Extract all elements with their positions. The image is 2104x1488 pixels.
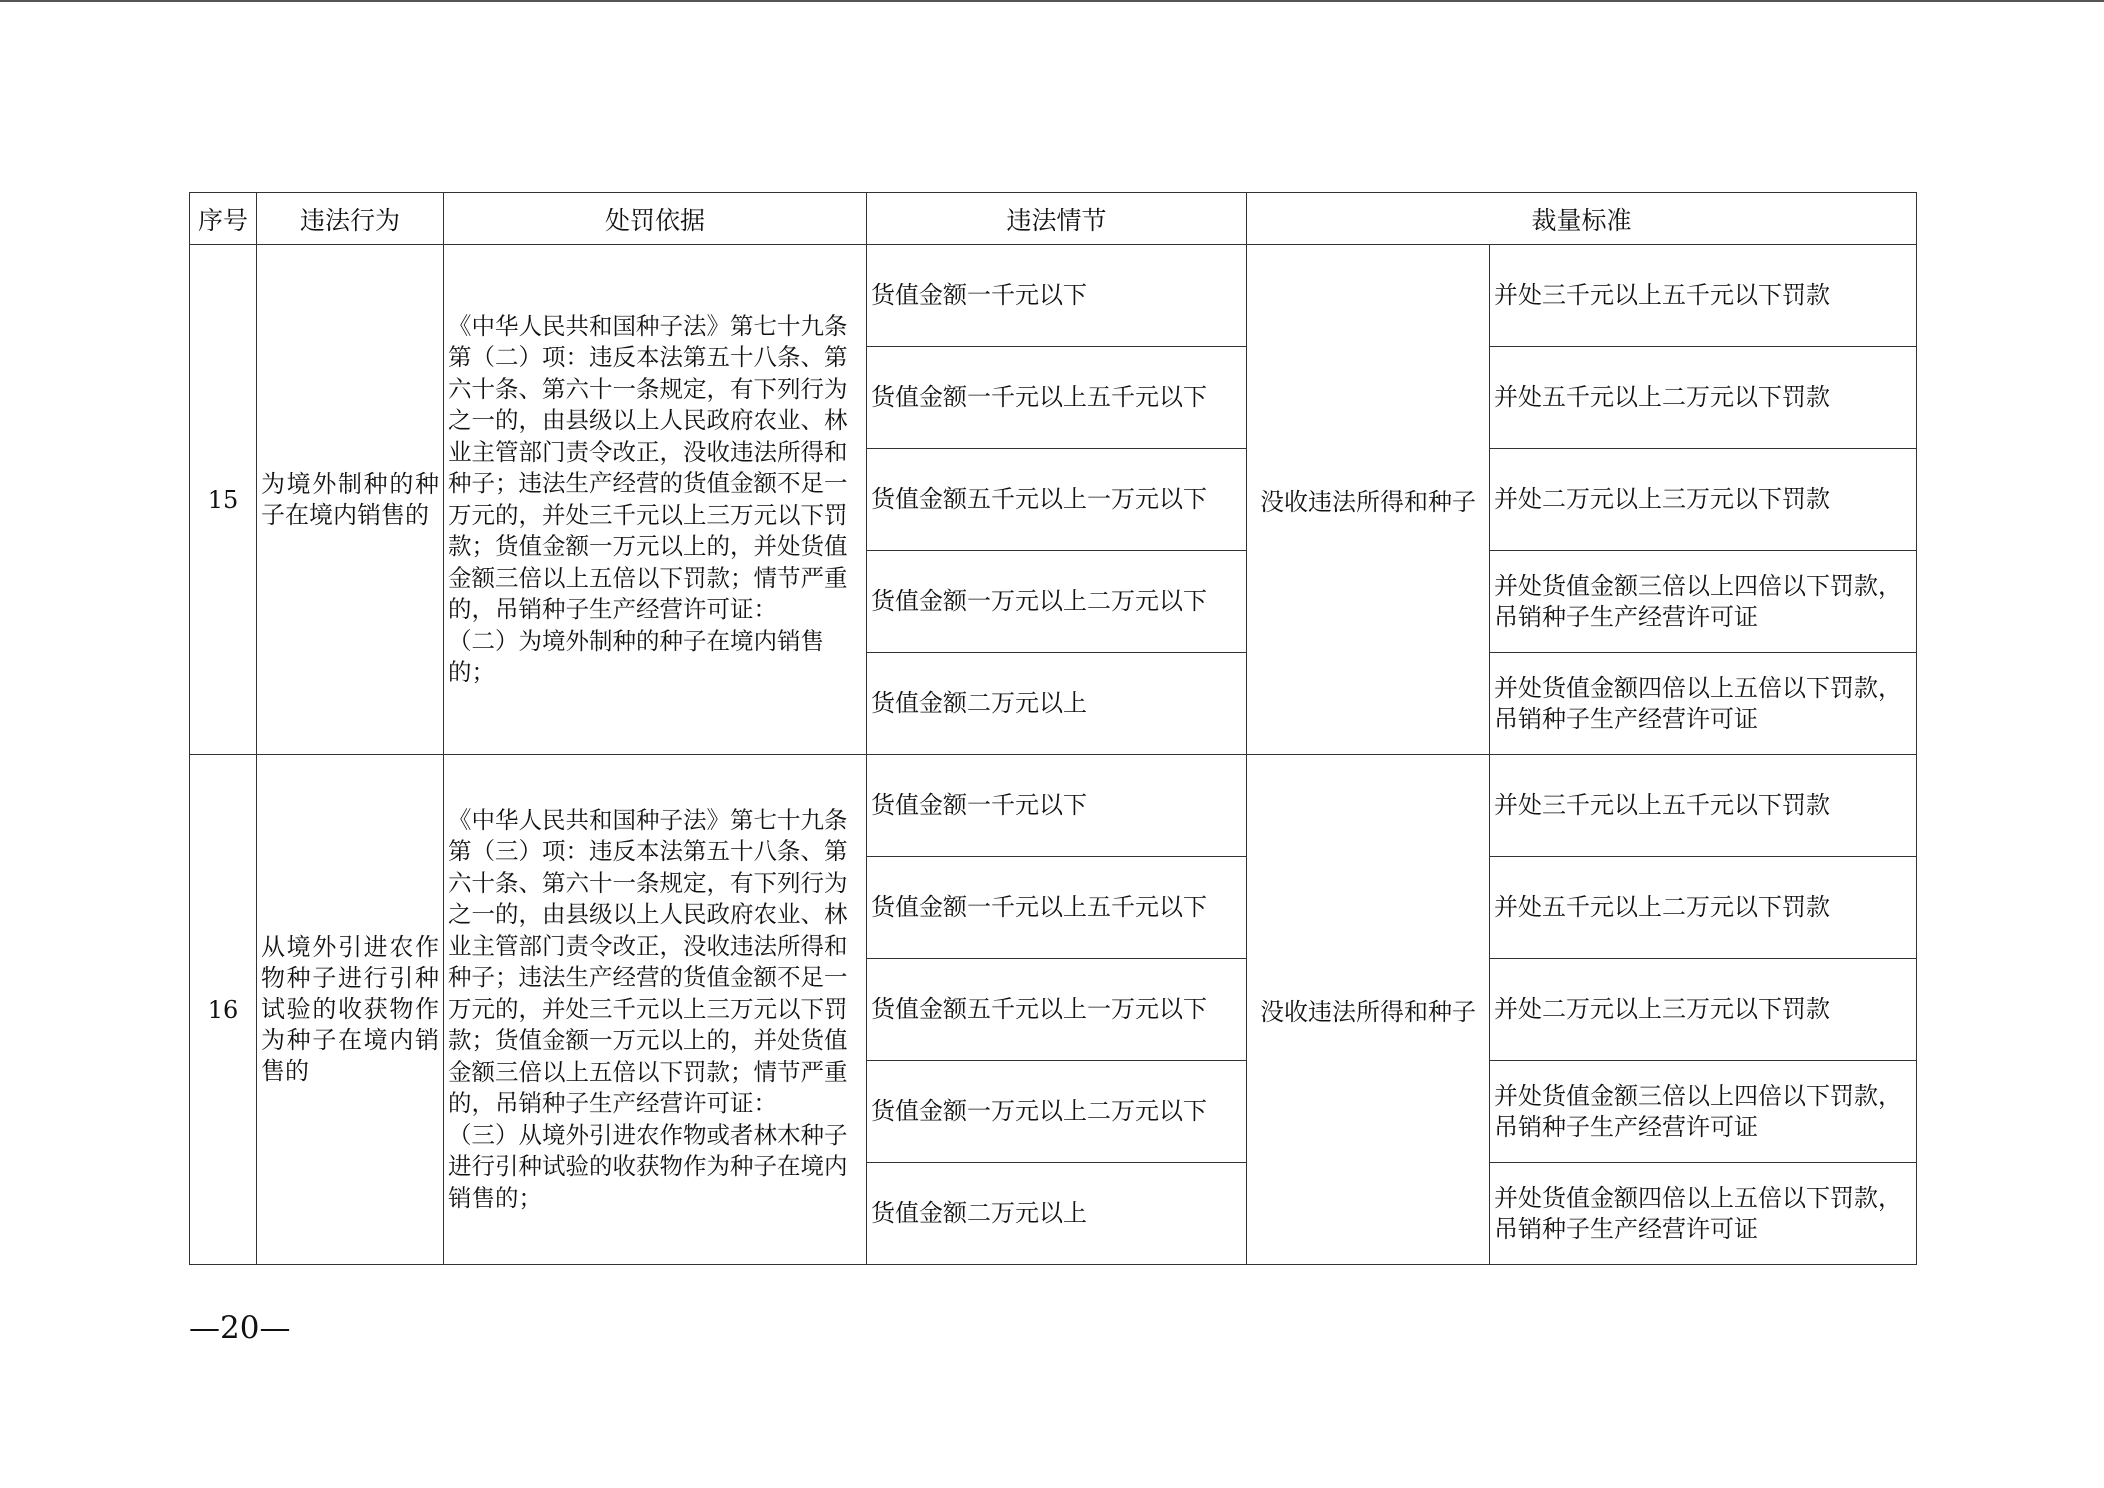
tier-fine: 并处二万元以上三万元以下罚款	[1490, 959, 1917, 1061]
tier-circumstance: 货值金额一千元以上五千元以下	[867, 347, 1247, 449]
tier-fine: 并处三千元以上五千元以下罚款	[1490, 245, 1917, 347]
row-basis	[444, 755, 867, 1265]
header-act: 违法行为	[257, 193, 444, 245]
header-basis: 处罚依据	[444, 193, 867, 245]
basis-text: 《中华人民共和国种子法》第七十九条第（三）项：违反本法第五十八条、第六十条、第六十一条规定，有下列行为之一的，由县级以上人民政府农业、林业主管部门责令改正，没收违法所得和种子；违法生产经营的货值金额不足一万元的，并处三千元以上三万元以下罚款；货值金额一万元以上的，并处货值金额三倍以上五倍以下罚款；情节严重的，吊销种子生产经营许可证： （三）从境外引进农作物或者林木种子进行引种试验的收获物作为种子在境内销售的；	[448, 805, 848, 1212]
tier-fine: 并处货值金额四倍以上五倍以下罚款，吊销种子生产经营许可证	[1490, 1163, 1917, 1265]
tier-circumstance: 货值金额一千元以下	[867, 755, 1247, 857]
row-index: 16	[190, 755, 257, 1265]
row-confiscation: 没收违法所得和种子	[1247, 245, 1490, 755]
tier-circumstance: 货值金额一万元以上二万元以下	[867, 1061, 1247, 1163]
tier-fine: 并处五千元以上二万元以下罚款	[1490, 347, 1917, 449]
tier-fine: 并处货值金额三倍以上四倍以下罚款，吊销种子生产经营许可证	[1490, 1061, 1917, 1163]
table-header-row	[190, 193, 1917, 245]
header-circumstance: 违法情节	[867, 193, 1247, 245]
page-top-border	[0, 0, 2104, 2]
tier-fine: 并处三千元以上五千元以下罚款	[1490, 755, 1917, 857]
header-index: 序号	[190, 193, 257, 245]
tier-circumstance: 货值金额二万元以上	[867, 653, 1247, 755]
table-row	[190, 245, 1917, 347]
tier-fine: 并处五千元以上二万元以下罚款	[1490, 857, 1917, 959]
tier-fine: 并处二万元以上三万元以下罚款	[1490, 449, 1917, 551]
tier-fine: 并处货值金额四倍以上五倍以下罚款，吊销种子生产经营许可证	[1490, 653, 1917, 755]
row-index: 15	[190, 245, 257, 755]
tier-circumstance: 货值金额一万元以上二万元以下	[867, 551, 1247, 653]
tier-fine: 并处货值金额三倍以上四倍以下罚款，吊销种子生产经营许可证	[1490, 551, 1917, 653]
tier-circumstance: 货值金额五千元以上一万元以下	[867, 449, 1247, 551]
row-act: 从境外引进农作物种子进行引种试验的收获物作为种子在境内销售的	[257, 755, 444, 1265]
tier-circumstance: 货值金额五千元以上一万元以下	[867, 959, 1247, 1061]
row-basis	[444, 245, 867, 755]
row-act: 为境外制种的种子在境内销售的	[257, 245, 444, 755]
header-standard: 裁量标准	[1247, 193, 1917, 245]
table-row	[190, 755, 1917, 857]
page-number: —20—	[189, 1310, 291, 1346]
basis-text: 《中华人民共和国种子法》第七十九条第（二）项：违反本法第五十八条、第六十条、第六十一条规定，有下列行为之一的，由县级以上人民政府农业、林业主管部门责令改正，没收违法所得和种子；违法生产经营的货值金额不足一万元的，并处三千元以上三万元以下罚款；货值金额一万元以上的，并处货值金额三倍以上五倍以下罚款；情节严重的，吊销种子生产经营许可证： （二）为境外制种的种子在境内销售的；	[448, 311, 848, 686]
tier-circumstance: 货值金额一千元以下	[867, 245, 1247, 347]
tier-circumstance: 货值金额一千元以上五千元以下	[867, 857, 1247, 959]
row-confiscation: 没收违法所得和种子	[1247, 755, 1490, 1265]
penalty-discretion-table	[189, 192, 1917, 1265]
tier-circumstance: 货值金额二万元以上	[867, 1163, 1247, 1265]
